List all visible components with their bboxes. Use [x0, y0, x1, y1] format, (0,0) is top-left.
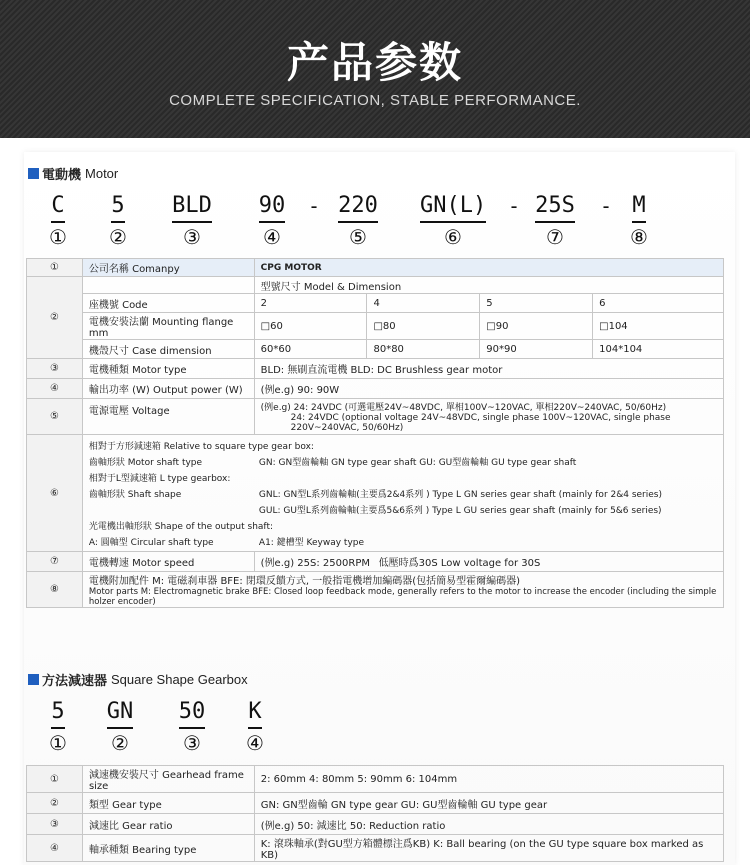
table-row	[27, 399, 724, 435]
code-segment	[40, 194, 76, 248]
row-index: ⑥	[27, 435, 83, 552]
code-segment	[240, 700, 270, 754]
motor-section-title	[28, 164, 118, 183]
dimension-header: 型號尺寸 Model & Dimension	[254, 277, 723, 294]
voltage-line: 24: 24VDC (optional voltage 24V~48VDC, single phase 100V~120VAC, single phase 220V~240VAC, 50/60Hz)	[290, 413, 671, 433]
flange-value: 80	[382, 320, 396, 332]
code-dash: -	[600, 194, 613, 218]
square-bullet-icon	[28, 674, 39, 685]
row-index: ②	[27, 277, 83, 359]
accessories-cell	[82, 572, 723, 608]
code-text: M	[632, 194, 645, 223]
gearbox-section-title	[28, 670, 248, 689]
row-index: ②	[27, 793, 83, 814]
code-segment	[100, 700, 140, 754]
code-segment	[172, 700, 212, 754]
code-text: 5	[51, 700, 64, 729]
code-number: ①	[49, 731, 67, 755]
flange-cell: □90	[480, 313, 593, 340]
speed-value: (例e.g) 25S: 2500RPM 低壓時爲30S Low voltage for 30S	[254, 552, 723, 572]
code-text: GN	[107, 700, 134, 729]
voltage-value	[254, 399, 723, 435]
shaft-line: GUL: GU型L系列齒輪軸(主要爲5&6系列 ) Type L GU series gear shaft (mainly for 5&6 series)	[258, 505, 662, 516]
accessories-line: Motor parts M: Electromagnetic brake BFE: Closed loop feedback mode, generally refers to the motor to increase the encoder (including the simple holzer encoder)	[88, 587, 717, 607]
shaft-line: 光電機出軸形狀 Shape of the output shaft:	[88, 521, 274, 532]
table-row	[27, 766, 724, 793]
banner-subtitle: COMPLETE SPECIFICATION, STABLE PERFORMANCE.	[169, 92, 581, 109]
row-value: GN: GN型齒輪 GN type gear GU: GU型齒輪軸 GU type gear	[254, 793, 723, 814]
row-index: ③	[27, 814, 83, 835]
banner-title: 产品参数	[286, 38, 463, 87]
shaft-line: 相對于方形減速箱 Relative to square type gear box:	[88, 441, 314, 452]
code-segment	[162, 194, 222, 248]
row-index: ⑤	[27, 399, 83, 435]
flange-value: 60	[270, 320, 283, 332]
gearbox-spec-table	[26, 765, 724, 862]
row-label: 減速比 Gear ratio	[82, 814, 254, 835]
row-index: ①	[27, 766, 83, 793]
row-label: 輸出功率 (W) Output power (W)	[82, 379, 254, 399]
code-text: GN(L)	[420, 194, 486, 223]
code-segment	[335, 194, 381, 248]
company-value: CPG MOTOR	[254, 259, 723, 277]
code-text: 50	[179, 700, 206, 729]
code-number: ①	[49, 225, 67, 249]
code-segment	[252, 194, 292, 248]
row-index: ③	[27, 359, 83, 379]
code-number: ⑧	[630, 225, 648, 249]
row-label: 類型 Gear type	[82, 793, 254, 814]
code-number: ④	[246, 731, 264, 755]
code-segment	[420, 194, 486, 248]
row-value: K: 滾珠軸承(對GU型方箱體標注爲KB) K: Ball bearing (on the GU type square box marked as KB)	[254, 835, 723, 862]
code-number: ②	[109, 225, 127, 249]
table-row	[27, 340, 724, 359]
code-number: ③	[183, 225, 201, 249]
code-segment	[624, 194, 654, 248]
header-banner	[0, 0, 750, 138]
code-number: ⑦	[546, 225, 564, 249]
code-number: ⑥	[444, 225, 462, 249]
table-row	[27, 552, 724, 572]
shaft-line: 相對于L型減速箱 L type gearbox:	[88, 473, 231, 484]
table-row	[27, 277, 724, 294]
row-index: ⑧	[27, 572, 83, 608]
row-value: (例e.g) 50: 減速比 50: Reduction ratio	[254, 814, 723, 835]
voltage-line: (例e.g) 24: 24VDC (可選電壓24V~48VDC, 單相100V~120VAC, 單相220V~240VAC, 50/60Hz)	[260, 403, 667, 413]
flange-cell: □104	[593, 313, 724, 340]
row-index: ④	[27, 835, 83, 862]
table-row	[27, 835, 724, 862]
table-row	[27, 359, 724, 379]
code-value: 6	[593, 294, 724, 313]
case-value: 80*80	[367, 340, 480, 359]
table-row	[27, 294, 724, 313]
code-value: 4	[367, 294, 480, 313]
shaft-line: A: 圓軸型 Circular shaft type A1: 鍵槽型 Keyway type	[88, 537, 365, 548]
gearbox-title-cn: 方法減速器	[42, 674, 108, 689]
code-value: 5	[480, 294, 593, 313]
row-label: 電機安裝法蘭 Mounting flange mm	[82, 313, 254, 340]
table-row	[27, 435, 724, 552]
accessories-line: 電機附加配件 M: 電磁刹車器 BFE: 閉環反饋方式, 一般指電機增加編碼器(包括簡易型霍爾編碼器)	[88, 576, 521, 587]
row-label: 減速機安裝尺寸 Gearhead frame size	[82, 766, 254, 793]
shaft-line: 齒軸形狀 Shaft shape GNL: GN型L系列齒輪軸(主要爲2&4系列 ) Type L GN series gear shaft (mainly for 2&4 series)	[88, 489, 662, 500]
row-index: ④	[27, 379, 83, 399]
motor-spec-table	[26, 258, 724, 608]
case-value: 104*104	[593, 340, 724, 359]
case-value: 90*90	[480, 340, 593, 359]
power-value: (例e.g) 90: 90W	[254, 379, 723, 399]
row-label: 電機轉速 Motor speed	[82, 552, 254, 572]
code-text: 220	[338, 194, 378, 223]
row-index: ⑦	[27, 552, 83, 572]
code-dash: -	[308, 194, 321, 218]
table-row	[27, 259, 724, 277]
case-value: 60*60	[254, 340, 367, 359]
code-text: K	[248, 700, 261, 729]
code-dash: -	[508, 194, 521, 218]
flange-value: 104	[608, 320, 628, 332]
code-text: C	[51, 194, 64, 223]
code-segment	[40, 700, 76, 754]
shaft-type-cell	[82, 435, 723, 552]
table-row	[27, 814, 724, 835]
flange-cell: □60	[254, 313, 367, 340]
flange-value: 90	[495, 320, 509, 332]
motor-title-en: Motor	[85, 166, 119, 181]
code-text: 90	[259, 194, 286, 223]
shaft-line: 齒軸形狀 Motor shaft type GN: GN型齒輪軸 GN type gear shaft GU: GU型齒輪軸 GU type gear shaft	[88, 457, 577, 468]
table-row	[27, 379, 724, 399]
square-bullet-icon	[28, 168, 39, 179]
row-index: ①	[27, 259, 83, 277]
row-label: 軸承種類 Bearing type	[82, 835, 254, 862]
code-segment	[100, 194, 136, 248]
gearbox-title-en: Square Shape Gearbox	[111, 672, 248, 687]
code-text: 25S	[535, 194, 575, 223]
code-number: ④	[263, 225, 281, 249]
code-value: 2	[254, 294, 367, 313]
code-number: ②	[111, 731, 129, 755]
empty-cell	[82, 277, 254, 294]
row-label: 機殼尺寸 Case dimension	[82, 340, 254, 359]
row-label: 公司名稱 Comanpy	[82, 259, 254, 277]
flange-cell: □80	[367, 313, 480, 340]
code-number: ③	[183, 731, 201, 755]
code-number: ⑤	[349, 225, 367, 249]
table-row	[27, 793, 724, 814]
row-label: 電源電壓 Voltage	[82, 399, 254, 435]
table-row	[27, 572, 724, 608]
row-value: 2: 60mm 4: 80mm 5: 90mm 6: 104mm	[254, 766, 723, 793]
code-text: 5	[111, 194, 124, 223]
code-text: BLD	[172, 194, 212, 223]
motor-title-cn: 電動機	[42, 168, 82, 183]
row-label: 電機種類 Motor type	[82, 359, 254, 379]
row-label: 座機號 Code	[82, 294, 254, 313]
motor-type-value: BLD: 無刷直流電機 BLD: DC Brushless gear motor	[254, 359, 723, 379]
table-row	[27, 313, 724, 340]
code-segment	[532, 194, 578, 248]
